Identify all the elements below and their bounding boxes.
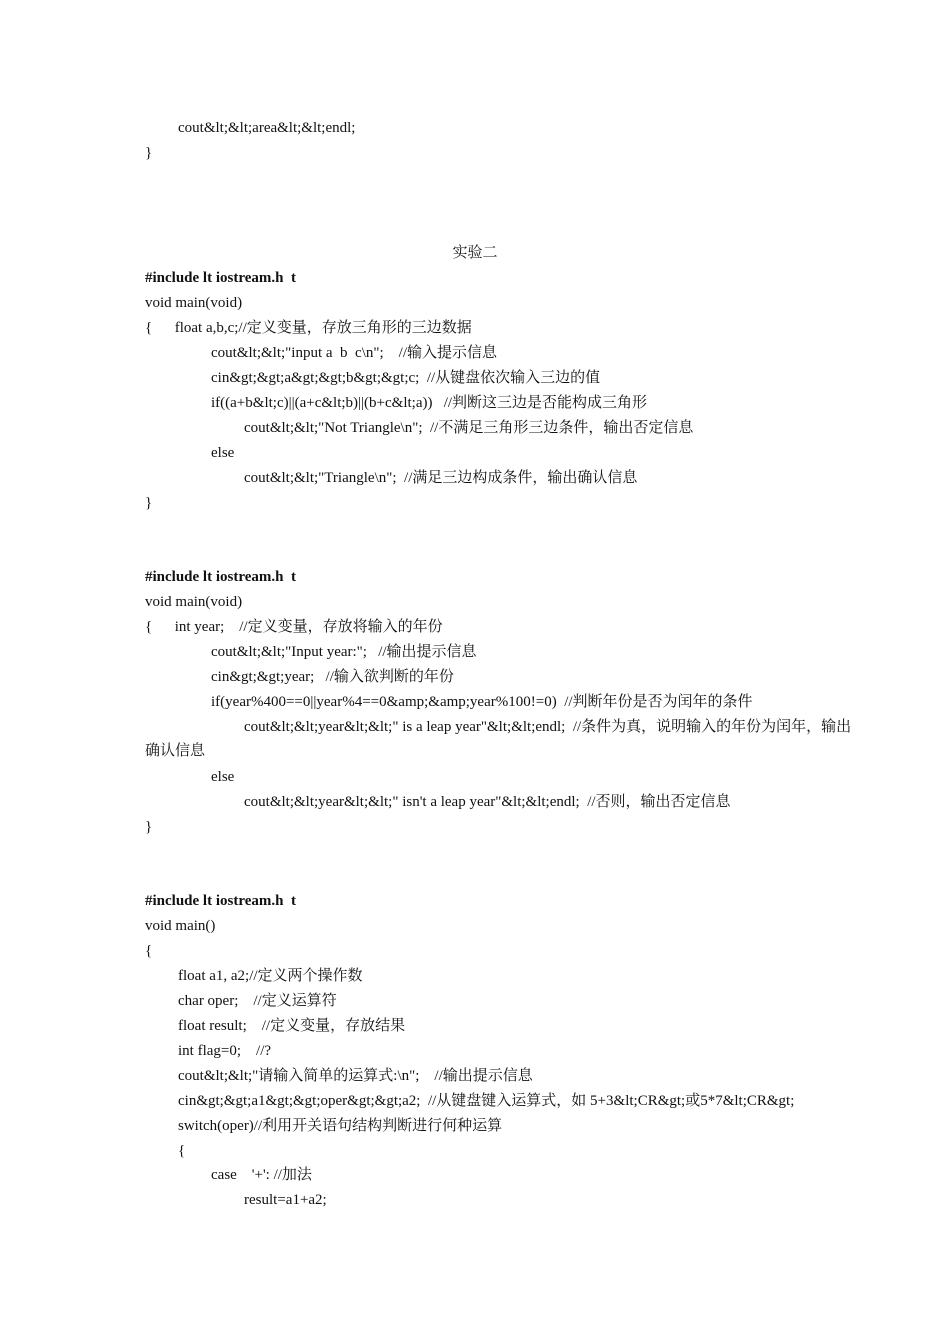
code-line: if(year%400==0||year%4==0&amp;&amp;year%100!=0) //判断年份是否为闰年的条件 <box>211 694 753 710</box>
code-line: cin&gt;&gt;year; //输入欲判断的年份 <box>211 669 454 685</box>
code-line: else <box>211 445 235 461</box>
code-line: int flag=0; //? <box>178 1043 272 1059</box>
code-line: } <box>145 495 153 511</box>
code-line: cout&lt;&lt;"Triangle\n"; //满足三边构成条件，输出确认信息 <box>244 470 638 486</box>
code-line: { int year; //定义变量，存放将输入的年份 <box>145 619 443 635</box>
code-line: void main() <box>145 918 216 934</box>
code-line: { float a,b,c;//定义变量，存放三角形的三边数据 <box>145 320 472 336</box>
code-line: } <box>145 145 153 161</box>
code-line: cin&gt;&gt;a1&gt;&gt;oper&gt;&gt;a2; //从键盘键入运算式，如 5+3&lt;CR&gt;或5*7&lt;CR&gt; <box>178 1093 795 1109</box>
code-line: cout&lt;&lt;"Not Triangle\n"; //不满足三角形三边条件，输出否定信息 <box>244 420 694 436</box>
code-line: float a1, a2;//定义两个操作数 <box>178 968 363 984</box>
code-line: result=a1+a2; <box>244 1192 327 1208</box>
include-directive: #include lt iostream.h t <box>145 569 296 585</box>
code-line: switch(oper)//利用开关语句结构判断进行何种运算 <box>178 1118 503 1134</box>
code-line: cout&lt;&lt;area&lt;&lt;endl; <box>178 120 356 136</box>
code-line: float result; //定义变量，存放结果 <box>178 1018 406 1034</box>
code-line: case '+': //加法 <box>211 1167 312 1183</box>
code-line: cout&lt;&lt;"input a b c\n"; //输入提示信息 <box>211 345 497 361</box>
code-line: void main(void) <box>145 295 243 311</box>
section-title: 实验二 <box>452 245 498 261</box>
code-line: cout&lt;&lt;"请输入简单的运算式:\n"; //输出提示信息 <box>178 1068 533 1084</box>
code-line: { <box>178 1143 186 1159</box>
include-directive: #include lt iostream.h t <box>145 270 296 286</box>
code-line: cout&lt;&lt;year&lt;&lt;" is a leap year"&lt;&lt;endl; //条件为真，说明输入的年份为闰年，输出 <box>244 719 852 735</box>
code-line: } <box>145 819 153 835</box>
code-line: { <box>145 943 153 959</box>
code-line: 确认信息 <box>145 743 206 759</box>
code-line: char oper; //定义运算符 <box>178 993 337 1009</box>
code-line: if((a+b&lt;c)||(a+c&lt;b)||(b+c&lt;a)) //判断这三边是否能构成三角形 <box>211 395 648 411</box>
code-line: cout&lt;&lt;"Input year:"; //输出提示信息 <box>211 644 477 660</box>
code-line: cout&lt;&lt;year&lt;&lt;" isn't a leap year"&lt;&lt;endl; //否则，输出否定信息 <box>244 794 731 810</box>
code-line: cin&gt;&gt;a&gt;&gt;b&gt;&gt;c; //从键盘依次输入三边的值 <box>211 370 601 386</box>
code-line: else <box>211 769 235 785</box>
code-line: void main(void) <box>145 594 243 610</box>
include-directive: #include lt iostream.h t <box>145 893 296 909</box>
